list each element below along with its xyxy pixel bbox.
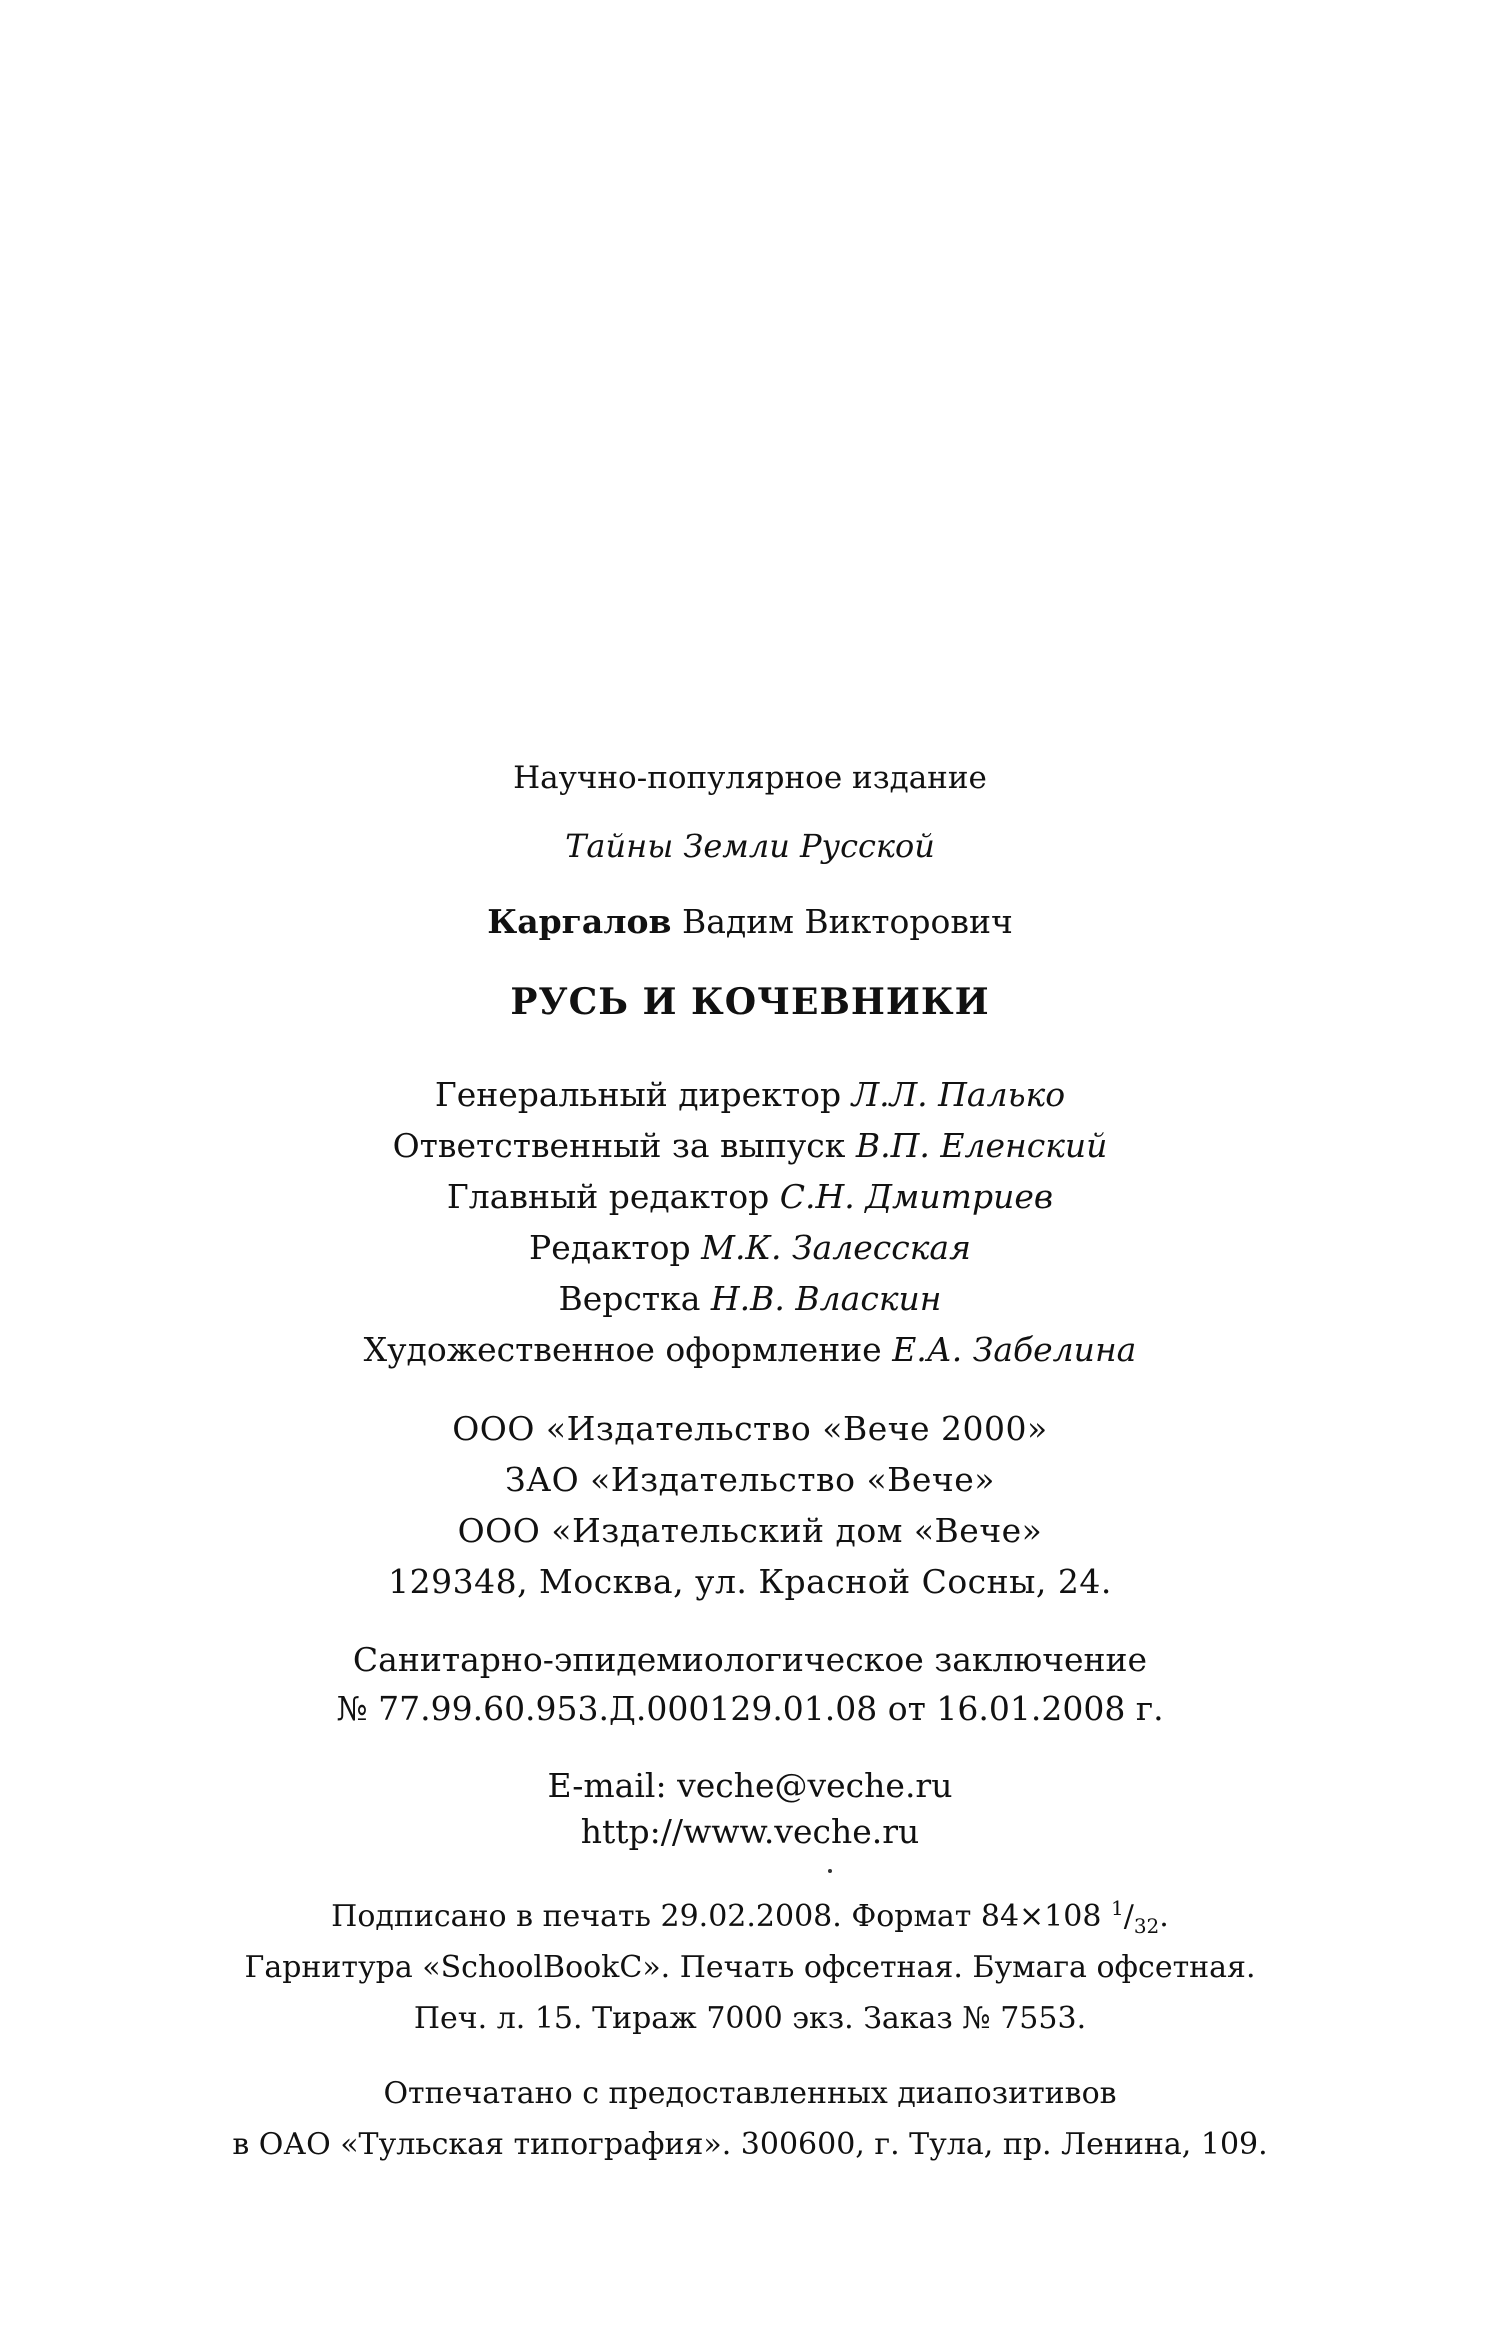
- author-surname: Каргалов: [487, 902, 672, 941]
- sanitary-number: № 77.99.60.953.Д.000129.01.08 от 16.01.2008 г.: [336, 1689, 1164, 1728]
- typeface-line: Гарнитура «SchoolBookC». Печать офсетная. Бумага офсетная.: [244, 1950, 1256, 1985]
- signed-for-print-line: Подписано в печать 29.02.2008. Формат 84×108 $^1/_{32}$.: [331, 1896, 1169, 1938]
- publisher-line: ЗАО «Издательство «Вече»: [505, 1460, 995, 1499]
- publisher-address: 129348, Москва, ул. Красной Сосны, 24.: [388, 1562, 1112, 1601]
- staff-credit: [0, 1171, 1500, 1222]
- staff-credit: [0, 1120, 1500, 1171]
- author-given-names: Вадим Викторович: [682, 902, 1013, 941]
- edition-type: Научно-популярное издание: [513, 760, 987, 796]
- publisher-line: ООО «Издательство «Вече 2000»: [452, 1409, 1048, 1448]
- sanitary-certificate: [0, 1635, 1500, 1733]
- print-run-line: Печ. л. 15. Тираж 7000 экз. Заказ № 7553.: [413, 2001, 1087, 2036]
- printed-by-block: [0, 2068, 1500, 2170]
- publisher-line: ООО «Издательский дом «Вече»: [457, 1511, 1043, 1550]
- website-url: http://www.veche.ru: [580, 1812, 920, 1851]
- format-numerator: 1: [1110, 1896, 1124, 1920]
- staff-credit: [0, 1069, 1500, 1120]
- staff-credits: [0, 1069, 1500, 1375]
- separator-dot: [828, 1869, 832, 1873]
- staff-role: Ответственный за выпуск: [392, 1126, 846, 1165]
- staff-role: Главный редактор: [446, 1177, 770, 1216]
- printer-address: в ОАО «Тульская типография». 300600, г. Тула, пр. Ленина, 109.: [232, 2127, 1268, 2162]
- staff-name: В.П. Еленский: [855, 1126, 1108, 1165]
- author: [0, 899, 1500, 945]
- email-address: E-mail: veche@veche.ru: [547, 1766, 953, 1805]
- printed-by-line: Отпечатано с предоставленных диапозитивов: [383, 2076, 1117, 2111]
- signed-text: Подписано в печать 29.02.2008. Формат 84×108: [331, 1899, 1111, 1934]
- staff-credit: [0, 1273, 1500, 1324]
- staff-role: Редактор: [529, 1228, 691, 1267]
- staff-name: Е.А. Забелина: [892, 1330, 1137, 1369]
- print-info-block: [0, 1891, 1500, 2044]
- staff-role: Генеральный директор: [434, 1075, 842, 1114]
- staff-role: Художественное оформление: [363, 1330, 882, 1369]
- series-title: Тайны Земли Русской: [565, 827, 935, 865]
- staff-name: С.Н. Дмитриев: [779, 1177, 1054, 1216]
- sanitary-line: Санитарно-эпидемиологическое заключение: [352, 1640, 1148, 1679]
- format-suffix: .: [1159, 1899, 1169, 1934]
- staff-credit: [0, 1222, 1500, 1273]
- contacts-block: [0, 1763, 1500, 1855]
- staff-name: Л.Л. Палько: [851, 1075, 1066, 1114]
- format-denominator: 32: [1133, 1914, 1160, 1938]
- book-title: РУСЬ И КОЧЕВНИКИ: [510, 981, 990, 1023]
- staff-role: Верстка: [558, 1279, 701, 1318]
- publisher-block: [0, 1403, 1500, 1607]
- imprint-page: [0, 755, 1500, 2170]
- staff-name: Н.В. Власкин: [710, 1279, 942, 1318]
- staff-credit: [0, 1324, 1500, 1375]
- staff-name: М.К. Залесская: [701, 1228, 971, 1267]
